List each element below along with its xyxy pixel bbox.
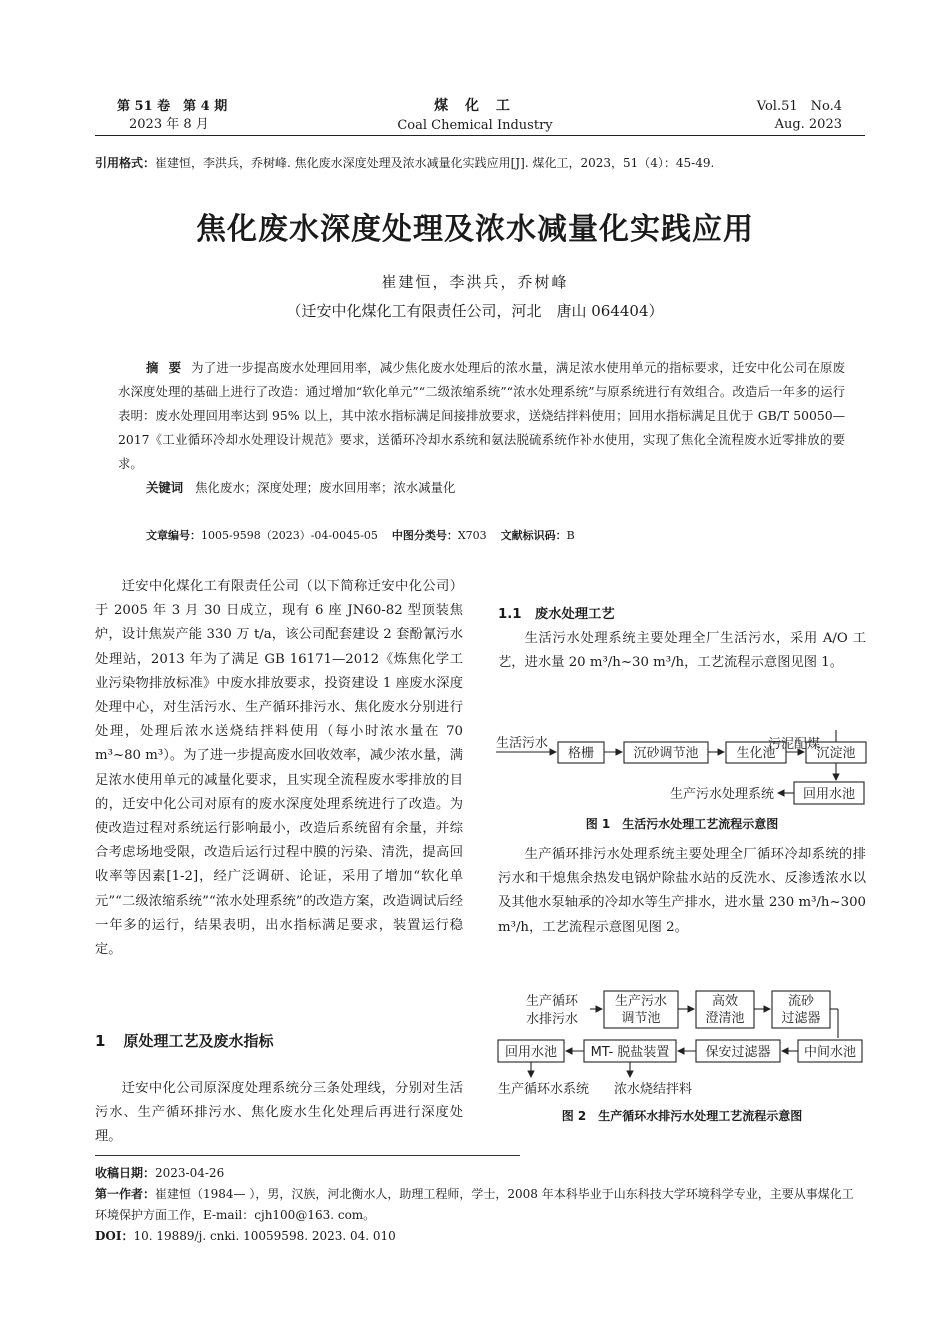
fig1-n2: 沉砂调节池 [633,746,699,761]
fig2-a2: 调节池 [621,1011,661,1026]
first-author-value: 崔建恒（1984— ），男，汉族，河北衡水人，助理工程师，学士，2008 年本科毕业于山东科技大学环境科学专业，主要从事煤化工环境保护方面工作，E-mail：cjh100@163. com。 [95,1187,854,1222]
doc-code: B [566,529,575,542]
paragraph-2-block [498,843,866,940]
first-author-label: 第一作者： [95,1187,156,1201]
figure-1-caption: 图 1 生活污水处理工艺流程示意图 [585,817,779,831]
article-no-label: 文章编号： [146,529,201,542]
article-no: 1005-9598（2023）-04-0045-05 [201,529,378,542]
subsection-1-1-title: 1.1 废水处理工艺 [498,607,615,622]
fig1-n4: 沉淀池 [816,746,856,761]
section-1-paragraph: 迁安中化公司原深度处理系统分三条处理线，分别对生活污水、生产循环排污水、焦化废水生化处理后再进行深度处理。 [95,1081,463,1145]
body-left-column [95,575,463,962]
keywords [146,478,455,496]
subsection-1-1-paragraph: 生活污水处理系统主要处理全厂生活污水，采用 A/O 工艺，进水量 20 m³/h~30 m³/h，工艺流程示意图见图 1。 [498,631,866,671]
clc-label: 中图分类号： [391,529,458,542]
citation-text: 崔建恒，李洪兵，乔树峰. 焦化废水深度处理及浓水减量化实践应用[J]. 煤化工，2023，51（4）：45-49. [155,156,715,170]
section-1-heading [95,1030,291,1051]
paragraph-2: 生产循环排污水处理系统主要处理全厂循环冷却系统的排污水和干熄焦余热发电锅炉除盐水站的反洗水、反渗透浓水以及其他水泵轴承的冷却水等生产排水，进水量 230 m³/h~300 m³/h，工艺流程示意图见图 2。 [498,847,866,935]
first-author-note [95,1184,865,1226]
header-date-en: Aug. 2023 [774,117,842,132]
abstract [118,356,845,476]
received-value: 2023-04-26 [155,1166,225,1180]
fig2-c2: 过滤器 [781,1011,821,1026]
fig2-inlet2: 水排污水 [526,1012,579,1027]
fig2-b2: 澄清池 [705,1011,745,1026]
figure-2-caption: 图 2 生产循环水排污水处理工艺流程示意图 [561,1109,803,1123]
abstract-label: 摘要 [146,360,192,375]
doi-line [95,1226,865,1247]
section-1-title: 原处理工艺及废水指标 [123,1032,274,1050]
citation [95,154,865,171]
keywords-label: 关键词 [146,480,184,495]
fig2-c1: 流砂 [787,994,815,1009]
fig1-n3: 生化池 [736,746,776,761]
fig1-n5: 回用水池 [802,787,856,802]
section-1-body [95,1077,463,1150]
footnote-rule [95,1155,520,1156]
figure-2-diagram [496,985,868,1100]
footnotes [95,1163,865,1247]
article-meta [146,527,575,543]
header-rule [95,135,865,136]
citation-label: 引用格式： [95,156,156,170]
fig2-inlet1: 生产循环 [526,994,579,1009]
header-date-cn: 2023 年 8 月 [129,117,209,132]
clc: X703 [457,529,487,542]
journal-title-cn: 煤 化 工 [434,98,516,114]
fig2-e: 保安过滤器 [705,1045,771,1060]
fig2-g: 回用水池 [504,1045,558,1060]
received-label: 收稿日期： [95,1166,156,1180]
fig2-f: MT- 脱盐装置 [590,1045,670,1060]
fig2-b1: 高效 [711,994,739,1009]
paper-title: 焦化废水深度处理及浓水减量化实践应用 [196,212,754,247]
header-vol-en: Vol.51 No.4 [756,99,842,114]
keywords-text: 焦化废水；深度处理；废水回用率；浓水减量化 [195,480,456,495]
fig1-n1: 格栅 [567,746,595,761]
abstract-text: 为了进一步提高废水处理回用率，减少焦化废水处理后的浓水量，满足浓水使用单元的指标要求，迁安中化公司在原废水深度处理的基础上进行了改造：通过增加“软化单元”“二级浓缩系统”“浓水处理系统”与原系统进行有效组合。改造后一年多的运行表明：废水处理回用率达到 95% 以上，其中浓水指标满足间接排放要求，送烧结拌料使用；回用水指标满足且优于 GB/T 50050—2017《工业循环冷却水处理设计规范》要求，送循环冷却水系统和氨法脱硫系统作补水使用，实现了焦化全流程废水近零排放的要求。 [118,360,846,471]
doi-value: 10. 19889/j. cnki. 10059598. 2023. 04. 010 [133,1229,396,1243]
fig1-out: 生产污水处理系统 [669,787,774,802]
fig2-out1: 生产循环水系统 [498,1082,590,1097]
doc-code-label: 文献标识码： [500,529,567,542]
authors: 崔建恒，李洪兵，乔树峰 [381,273,569,291]
fig2-a1: 生产污水 [614,994,668,1009]
fig2-d: 中间水池 [803,1045,857,1060]
journal-title-en: Coal Chemical Industry [397,118,553,133]
figure-1-diagram [496,730,868,812]
header-volume-en [757,98,842,134]
subsection-1-1 [498,603,866,676]
fig1-sludge-label: 污泥配煤 [768,737,821,752]
doi-label: DOI： [95,1229,134,1243]
intro-paragraph: 迁安中化煤化工有限责任公司（以下简称迁安中化公司）于 2005 年 3 月 30 日成立，现有 6 座 JN60-82 型顶装焦炉，设计焦炭产能 330 万 t/a，该公司配套建设 2 套酚氰污水处理站，2013 年为了满足 GB 16171—2012《炼焦化学工业污染物排放标准》中废水排放要求，投资建设 1 座废水深度处理中心，对生活污水、生产循环排污水、焦化废水分别进行处理，处理后浓水送烧结拌料使用（每小时浓水量在 70 m³~80 m³）。为了进一步提高废水回收效率，减少浓水量，满足浓水使用单元的减量化要求，且实现全流程废水零排放的目的，迁安中化公司对原有的废水深度处理系统进行了改造。为使改造过程对系统运行影响最小，改造后系统留有余量，并综合考虑场地受限，改造后运行过程中膜的污染、清洗，提高回收率等因素[1-2]，经广泛调研、论证，采用了增加“软化单元”“二级浓缩系统”“浓水处理系统”的改造方案，改造调试后经一年多的运行，结果表明，出水指标满足要求，装置运行稳定。 [95,579,463,958]
header-volume-cn: 第 51 卷 第 4 期 [117,99,228,114]
fig1-inlet-label: 生活污水 [496,736,549,751]
affiliation: （迁安中化煤化工有限责任公司，河北 唐山 064404） [286,302,664,320]
fig2-out2: 浓水烧结拌料 [614,1082,693,1097]
section-1-number: 1 [95,1032,106,1050]
received-date [95,1163,865,1184]
